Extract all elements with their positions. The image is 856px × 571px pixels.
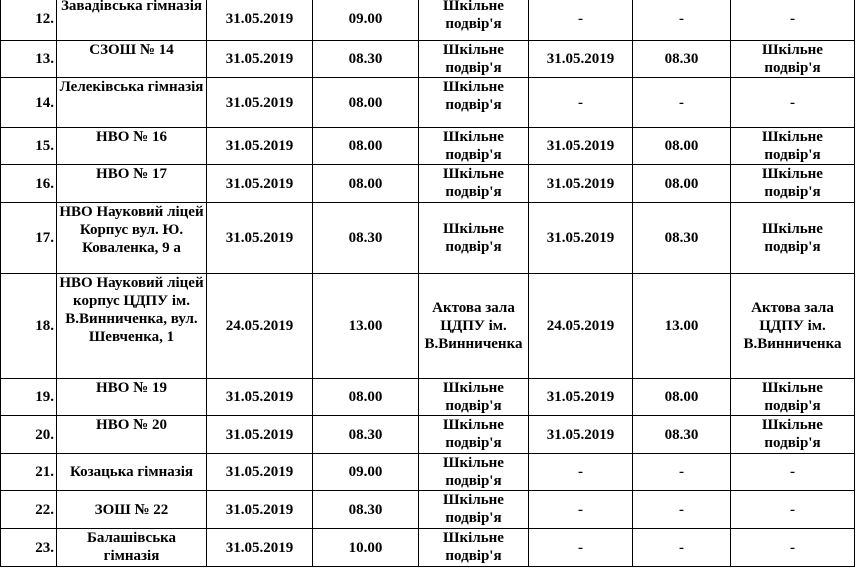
row-number: 15. bbox=[1, 128, 57, 165]
time-cell-2: 08.00 bbox=[633, 379, 731, 416]
school-name: НВО № 16 bbox=[57, 128, 207, 165]
time-cell: 13.00 bbox=[313, 274, 419, 379]
school-name: Лелеківська гімназія bbox=[57, 78, 207, 128]
place-cell: Шкільне подвір'я bbox=[419, 203, 529, 274]
table-row bbox=[1, 379, 855, 416]
time-cell-2: - bbox=[633, 491, 731, 529]
place-cell-2: - bbox=[731, 0, 855, 41]
time-cell-2: - bbox=[633, 454, 731, 491]
date-cell: 31.05.2019 bbox=[207, 128, 313, 165]
table-row bbox=[1, 0, 855, 41]
table-row bbox=[1, 529, 855, 567]
time-cell: 08.00 bbox=[313, 128, 419, 165]
time-cell-2: 08.00 bbox=[633, 128, 731, 165]
school-name: НВО № 17 bbox=[57, 165, 207, 203]
date-cell-2: 31.05.2019 bbox=[529, 203, 633, 274]
place-cell-2: - bbox=[731, 529, 855, 567]
date-cell: 31.05.2019 bbox=[207, 41, 313, 78]
date-cell: 31.05.2019 bbox=[207, 0, 313, 41]
place-cell: Шкільне подвір'я bbox=[419, 128, 529, 165]
place-cell-2: Шкільне подвір'я bbox=[731, 128, 855, 165]
time-cell: 08.00 bbox=[313, 78, 419, 128]
school-name: НВО № 19 bbox=[57, 379, 207, 416]
place-cell-2: - bbox=[731, 78, 855, 128]
row-number: 12. bbox=[1, 0, 57, 41]
date-cell: 31.05.2019 bbox=[207, 454, 313, 491]
place-cell-2: - bbox=[731, 454, 855, 491]
table-row bbox=[1, 78, 855, 128]
place-cell: Актова зала ЦДПУ ім. В.Винниченка bbox=[419, 274, 529, 379]
time-cell-2: - bbox=[633, 78, 731, 128]
date-cell: 31.05.2019 bbox=[207, 491, 313, 529]
place-cell-2: Шкільне подвір'я bbox=[731, 379, 855, 416]
row-number: 17. bbox=[1, 203, 57, 274]
place-cell: Шкільне подвір'я bbox=[419, 165, 529, 203]
schedule-table-body bbox=[1, 0, 855, 567]
place-cell: Шкільне подвір'я bbox=[419, 78, 529, 128]
time-cell-2: - bbox=[633, 0, 731, 41]
school-name: НВО № 20 bbox=[57, 416, 207, 454]
place-cell-2: Шкільне подвір'я bbox=[731, 165, 855, 203]
date-cell: 31.05.2019 bbox=[207, 529, 313, 567]
school-name: НВО Науковий ліцей корпус ЦДПУ ім. В.Винниченка, вул. Шевченка, 1 bbox=[57, 274, 207, 379]
row-number: 21. bbox=[1, 454, 57, 491]
table-row bbox=[1, 41, 855, 78]
date-cell: 31.05.2019 bbox=[207, 379, 313, 416]
table-row bbox=[1, 165, 855, 203]
date-cell-2: 31.05.2019 bbox=[529, 165, 633, 203]
time-cell: 08.30 bbox=[313, 491, 419, 529]
row-number: 16. bbox=[1, 165, 57, 203]
date-cell: 31.05.2019 bbox=[207, 165, 313, 203]
date-cell: 24.05.2019 bbox=[207, 274, 313, 379]
time-cell: 08.30 bbox=[313, 416, 419, 454]
place-cell-2: Шкільне подвір'я bbox=[731, 203, 855, 274]
row-number: 23. bbox=[1, 529, 57, 567]
row-number: 22. bbox=[1, 491, 57, 529]
time-cell-2: 08.30 bbox=[633, 41, 731, 78]
table-row bbox=[1, 128, 855, 165]
date-cell-2: 31.05.2019 bbox=[529, 379, 633, 416]
time-cell-2: 08.30 bbox=[633, 203, 731, 274]
time-cell-2: 08.00 bbox=[633, 165, 731, 203]
time-cell: 09.00 bbox=[313, 454, 419, 491]
place-cell: Шкільне подвір'я bbox=[419, 41, 529, 78]
time-cell: 08.30 bbox=[313, 41, 419, 78]
time-cell: 09.00 bbox=[313, 0, 419, 41]
time-cell: 08.30 bbox=[313, 203, 419, 274]
time-cell: 08.00 bbox=[313, 165, 419, 203]
date-cell-2: - bbox=[529, 0, 633, 41]
date-cell-2: 24.05.2019 bbox=[529, 274, 633, 379]
school-name: Завадівська гімназія bbox=[57, 0, 207, 41]
date-cell-2: 31.05.2019 bbox=[529, 41, 633, 78]
school-name: Козацька гімназія bbox=[57, 454, 207, 491]
time-cell-2: 13.00 bbox=[633, 274, 731, 379]
place-cell-2: Шкільне подвір'я bbox=[731, 416, 855, 454]
place-cell-2: Шкільне подвір'я bbox=[731, 41, 855, 78]
school-name: НВО Науковий ліцей Корпус вул. Ю. Коваленка, 9 а bbox=[57, 203, 207, 274]
date-cell-2: - bbox=[529, 491, 633, 529]
date-cell-2: 31.05.2019 bbox=[529, 128, 633, 165]
place-cell: Шкільне подвір'я bbox=[419, 379, 529, 416]
place-cell: Шкільне подвір'я bbox=[419, 454, 529, 491]
table-row bbox=[1, 454, 855, 491]
table-row bbox=[1, 491, 855, 529]
place-cell: Шкільне подвір'я bbox=[419, 491, 529, 529]
time-cell-2: - bbox=[633, 529, 731, 567]
date-cell: 31.05.2019 bbox=[207, 203, 313, 274]
row-number: 19. bbox=[1, 379, 57, 416]
school-name: ЗОШ № 22 bbox=[57, 491, 207, 529]
date-cell-2: 31.05.2019 bbox=[529, 416, 633, 454]
date-cell: 31.05.2019 bbox=[207, 78, 313, 128]
school-name: Балашівська гімназія bbox=[57, 529, 207, 567]
place-cell: Шкільне подвір'я bbox=[419, 416, 529, 454]
row-number: 14. bbox=[1, 78, 57, 128]
time-cell: 08.00 bbox=[313, 379, 419, 416]
table-row bbox=[1, 274, 855, 379]
date-cell: 31.05.2019 bbox=[207, 416, 313, 454]
school-name: СЗОШ № 14 bbox=[57, 41, 207, 78]
row-number: 18. bbox=[1, 274, 57, 379]
table-row bbox=[1, 203, 855, 274]
place-cell-2: Актова зала ЦДПУ ім. В.Винниченка bbox=[731, 274, 855, 379]
table-row bbox=[1, 416, 855, 454]
time-cell-2: 08.30 bbox=[633, 416, 731, 454]
time-cell: 10.00 bbox=[313, 529, 419, 567]
place-cell: Шкільне подвір'я bbox=[419, 529, 529, 567]
date-cell-2: - bbox=[529, 78, 633, 128]
place-cell-2: - bbox=[731, 491, 855, 529]
row-number: 20. bbox=[1, 416, 57, 454]
date-cell-2: - bbox=[529, 454, 633, 491]
place-cell: Шкільне подвір'я bbox=[419, 0, 529, 41]
date-cell-2: - bbox=[529, 529, 633, 567]
row-number: 13. bbox=[1, 41, 57, 78]
